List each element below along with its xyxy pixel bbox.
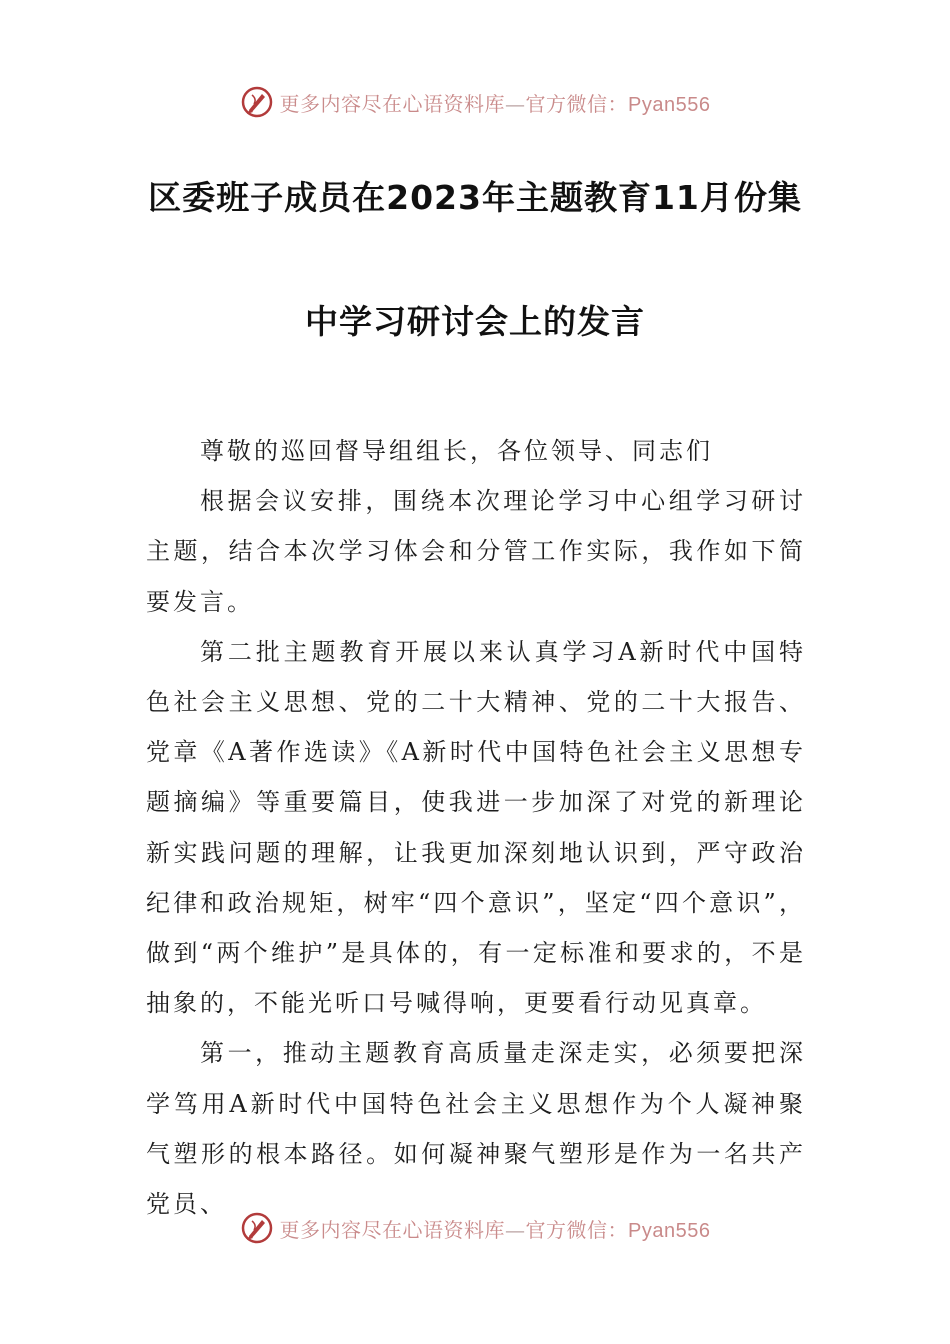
- watermark-text: 更多内容尽在心语资料库—官方微信：Pyan556: [279, 1217, 711, 1242]
- document-body: [146, 426, 806, 1229]
- paragraph-intro: 根据会议安排，围绕本次理论学习中心组学习研讨主题，结合本次学习体会和分管工作实际，我作如下简要发言。: [146, 487, 806, 616]
- watermark-banner-top: [0, 82, 950, 122]
- watermark-banner-bottom: [0, 1208, 950, 1248]
- pen-logo-icon: [240, 85, 274, 119]
- paragraph-main: 第二批主题教育开展以来认真学习A新时代中国特色社会主义思想、党的二十大精神、党的二十大报告、党章《A著作选读》《A新时代中国特色社会主义思想专题摘编》等重要篇目，使我进一步加深了对党的新理论新实践问题的理解，让我更加深刻地认识到，严守政治纪律和政治规矩，树牢“四个意识”，坚定“四个意识”，做到“两个维护”是具体的，有一定标准和要求的，不是抽象的，不能光听口号喊得响，更要看行动见真章。: [146, 637, 806, 1018]
- paragraph-salutation: 尊敬的巡回督导组组长，各位领导、同志们: [200, 437, 713, 465]
- paragraph-first-point: 第一，推动主题教育高质量走深走实，必须要把深学笃用A新时代中国特色社会主义思想作为个人凝神聚气塑形的根本路径。如何凝神聚气塑形是作为一名共产党员、: [146, 1039, 806, 1219]
- document-title-line1: 区委班子成员在2023年主题教育11月份集: [148, 178, 802, 217]
- watermark-text: 更多内容尽在心语资料库—官方微信：Pyan556: [279, 91, 711, 116]
- pen-logo-icon: [240, 1211, 274, 1245]
- document-title-line2: 中学习研讨会上的发言: [305, 302, 645, 341]
